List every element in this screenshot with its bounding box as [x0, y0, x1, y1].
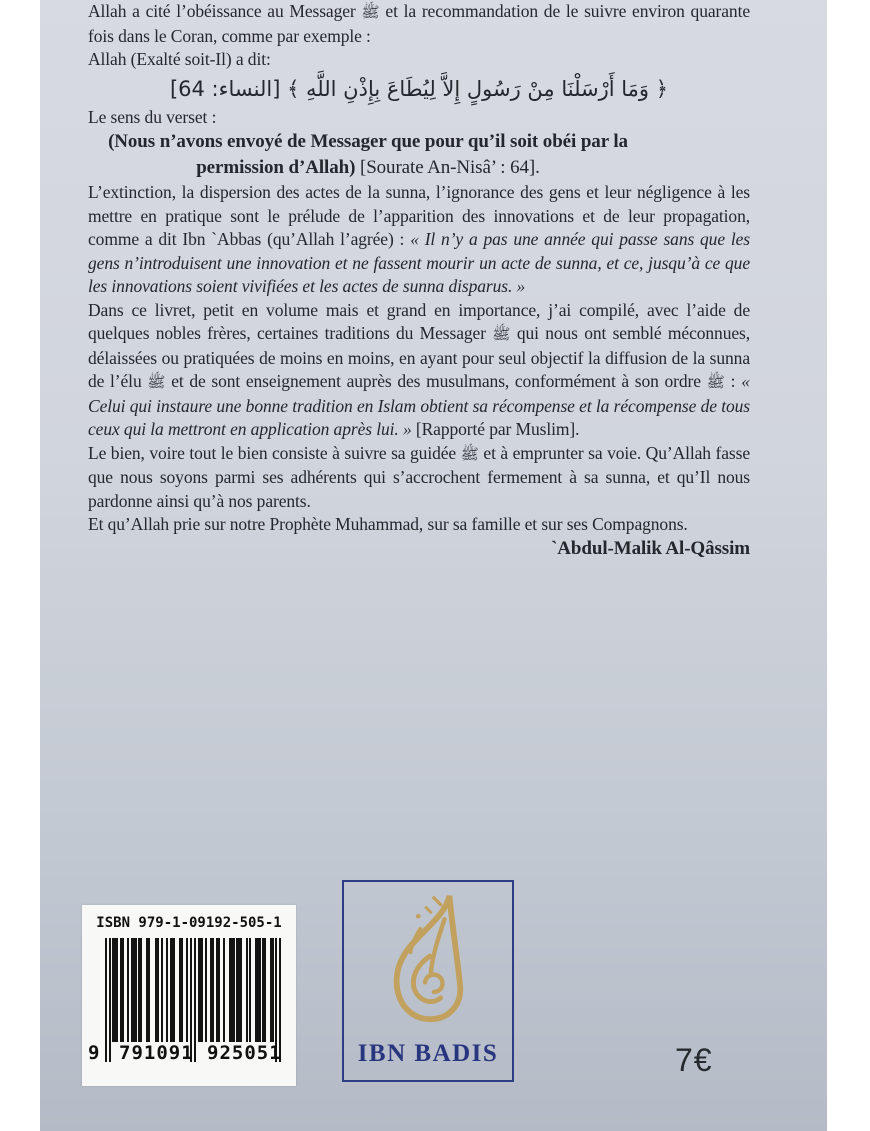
- barcode-digit-group-right: 925051: [207, 1042, 282, 1064]
- saw-calligraphy: ﷺ: [706, 373, 725, 391]
- price-label: 7€: [675, 1042, 713, 1078]
- isbn-barcode-block: [82, 905, 296, 1086]
- verse-translation-reference: [Sourate An-Nisâ’ : 64].: [355, 157, 540, 178]
- paragraph-booklet-text-2: qui nous ont semblé méconnues, délaissées ou pratiquées de moins en moins, en ayant pour seul objectif la diffusion de la sunna de l’élu: [88, 323, 750, 391]
- publisher-name: IBN BADIS: [357, 1040, 499, 1067]
- paragraph-goodness: [88, 442, 750, 514]
- hadith-quote-italic: « Celui qui instaure une bonne tradition en Islam obtient sa récompense et la récompense de tous ceux qui la mettront en application après lui. »: [88, 371, 750, 439]
- paragraph-obedience: [88, 0, 750, 48]
- paragraph-booklet-reference: [Rapporté par Muslim].: [411, 419, 580, 439]
- cover-background: [40, 0, 827, 1131]
- paragraph-booklet: [88, 299, 750, 442]
- saw-calligraphy: ﷺ: [361, 3, 380, 21]
- saw-calligraphy: ﷺ: [492, 325, 511, 343]
- ibn-badis-calligraphy-icon: [369, 890, 487, 1026]
- verse-translation: [88, 129, 648, 181]
- barcode-digit-first: 9: [88, 1042, 101, 1064]
- cover-text-column: [88, 0, 750, 560]
- paragraph-goodness-text-1: Le bien, voire tout le bien consiste à suivre sa guidée: [88, 442, 461, 463]
- saw-calligraphy: ﷺ: [147, 373, 166, 391]
- paragraph-goodness-text-2: et à emprunter sa voie. Qu’Allah fasse que nous soyons parmi ses adhérents qui s’accrochent fermement à sa sunna, et qu’Il nous pardonne ainsi qu’à nos parents.: [88, 442, 750, 511]
- author-signature: `Abdul-Malik Al-Qâssim: [551, 537, 750, 559]
- paragraph-extinction-text: L’extinction, la dispersion des actes de la sunna, l’ignorance des gens et leur négligence à les mettre en pratique sont le prélude de l’apparition des innovations et de leur propagation, comme a dit Ibn `Abbas (qu’Allah l’agrée) :: [88, 182, 750, 249]
- closing-prayer-line: Et qu’Allah prie sur notre Prophète Muhammad, sur sa famille et sur ses Compagnons.: [88, 514, 688, 534]
- paragraph-booklet-text-3: et de sont enseignement auprès des musulmans, conformément à son ordre: [165, 371, 707, 391]
- arabic-verse: ﴿ وَمَا أَرْسَلْنَا مِنْ رَسُولٍ إِلاَّ لِيُطَاعَ بِإِذْنِ اللَّهِ ﴾ [النساء: 64]: [169, 76, 669, 101]
- ibn-abbas-quote-italic: « Il n’y a pas une année qui passe sans que les gens n’introduisent une innovation et ne fassent mourir un acte de sunna, et ce, jusqu’à ce que les innovations soient vivifiées et les actes de sunna disparus. »: [88, 229, 751, 296]
- paragraph-booklet-text-1: Dans ce livret, petit en volume mais et grand en importance, j’ai compilé, avec l’aide de quelques nobles frères, certaines traditions du Messager: [88, 299, 750, 343]
- verse-intro-line: Allah (Exalté soit-Il) a dit:: [88, 49, 271, 69]
- paragraph-obedience-text-1: Allah a cité l’obéissance au Messager: [88, 1, 362, 21]
- paragraph-extinction: [88, 181, 750, 299]
- verse-meaning-label: Le sens du verset :: [88, 106, 217, 127]
- isbn-number-label: ISBN 979-1-09192-505-1: [96, 915, 282, 931]
- barcode-digit-group-left: 791091: [119, 1042, 194, 1064]
- paragraph-obedience-text-2: et la recommandation de le suivre environ quarante fois dans le Coran, comme par exemple :: [88, 1, 750, 46]
- paragraph-booklet-text-4: :: [724, 371, 742, 391]
- saw-calligraphy: ﷺ: [460, 444, 479, 463]
- verse-translation-bold: (Nous n’avons envoyé de Messager que pour qu’il soit obéi par la permission d’Allah): [108, 131, 628, 178]
- publisher-logo-box: [342, 880, 514, 1082]
